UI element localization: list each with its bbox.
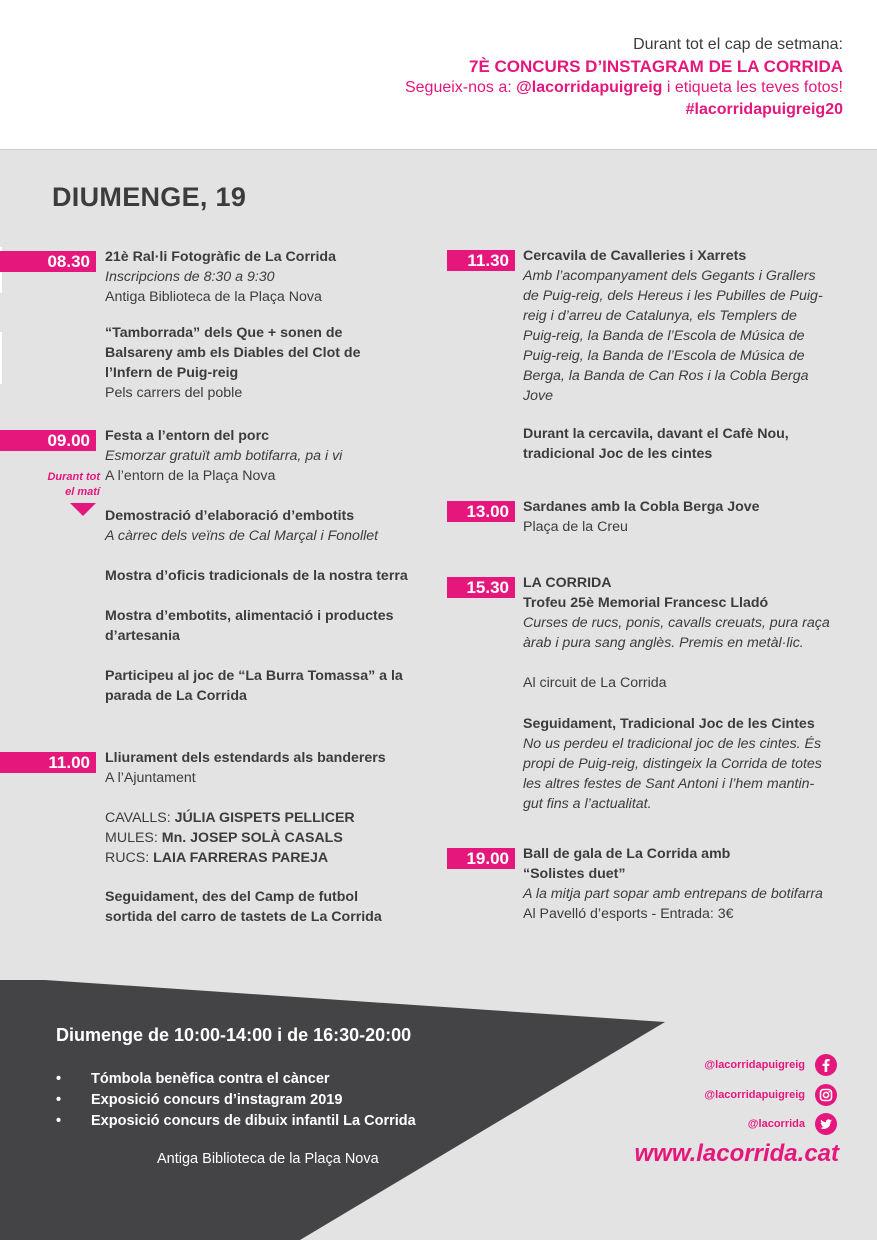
event-rally-fotografic: [105, 247, 435, 307]
event-title: Participeu al joc de “La Burra Tomassa” a la parada de La Corrida: [105, 668, 403, 704]
event-cercavila: [523, 246, 853, 406]
event-note: Esmorzar gratuït amb botifarra, pa i vi: [105, 448, 343, 464]
twitter-handle[interactable]: @lacorrida: [747, 1118, 805, 1130]
banner-hashtag[interactable]: #lacorridapuigreig20: [685, 101, 843, 118]
event-title: Mostra d’oficis tradicionals de la nostra terra: [105, 568, 408, 584]
event-title: Demostració d’elaboració d’embotits: [105, 508, 355, 524]
event-place: A l’Ajuntament: [105, 770, 196, 786]
event-title: Ball de gala de La Corrida amb “Solistes duet”: [523, 846, 731, 882]
event-joc-cintes: [523, 714, 853, 814]
time-badge-1530: 15.30: [447, 577, 515, 598]
event-note: Amb l’acompanyament dels Gegants i Grallers de Puig-reig, dels Hereus i les Pubilles de Puig- reig i d’arreu de Catalunya, els Templers de Puig-reig, la Banda de l’Escola de Música de Puig-reig, la Banda de l’Escola de Música de Berga, la Banda de Can Ros i la Cobla Berga Jove: [523, 268, 823, 404]
event-carro-tastets: [105, 887, 435, 927]
banner-follow-prefix: Segueix-nos a:: [404, 79, 517, 96]
down-triangle-icon: [70, 503, 96, 516]
event-joc-cintes-cafe: [523, 424, 853, 464]
instagram-handle[interactable]: @lacorridapuigreig: [704, 1089, 805, 1101]
list-item-label: Tómbola benèfica contra el càncer: [91, 1071, 330, 1087]
banderer-mules: [105, 828, 435, 848]
day-title: DIUMENGE, 19: [52, 182, 247, 212]
event-note: No us perdeu el tradicional joc de les cintes. És propi de Puig-reig, distingeix la Corrida de totes les altres festes de Sant Antoni i l’hem mantin- gut fins a l’actualitat.: [523, 736, 822, 812]
banderer-name: JÚLIA GISPETS PELLICER: [174, 810, 355, 826]
event-note: A la mitja part sopar amb entrepans de botifarra: [523, 886, 823, 902]
event-title: Festa a l’entorn del porc: [105, 428, 269, 444]
event-place: Pels carrers del poble: [105, 385, 243, 401]
banderer-label: RUCS:: [105, 850, 154, 866]
twitter-icon[interactable]: [815, 1113, 837, 1135]
banner-contest-title: 7È CONCURS D’INSTAGRAM DE LA CORRIDA: [468, 57, 843, 76]
bullet-icon: •: [56, 1092, 62, 1108]
event-title: 21è Ral·li Fotogràfic de La Corrida: [105, 249, 336, 265]
banderer-name: Mn. JOSEP SOLÀ CASALS: [161, 830, 343, 846]
event-place: Plaça de la Creu: [523, 519, 628, 535]
instagram-icon[interactable]: [815, 1084, 837, 1106]
event-title: Cercavila de Cavalleries i Xarrets: [523, 248, 747, 264]
event-la-corrida: [523, 573, 853, 693]
bottom-schedule-title: Diumenge de 10:00-14:00 i de 16:30-20:00: [56, 1025, 412, 1045]
time-badge-1100: 11.00: [0, 752, 96, 773]
event-title: Sardanes amb la Cobla Berga Jove: [523, 499, 760, 515]
event-place: A l’entorn de la Plaça Nova: [105, 468, 276, 484]
banner-weekend-note: Durant tot el cap de setmana:: [633, 36, 843, 53]
event-title: Durant la cercavila, davant el Cafè Nou, tradicional Joc de les cintes: [523, 426, 789, 462]
event-note: A càrrec dels veïns de Cal Marçal i Fonollet: [105, 528, 379, 544]
event-ball-gala: [523, 844, 863, 924]
event-tamborrada: [105, 323, 435, 403]
event-burra-tomassa: [105, 666, 435, 706]
banner-follow-line: [405, 79, 843, 97]
banner-follow-suffix: i etiqueta les teves fotos!: [662, 79, 843, 96]
bottom-activities-list: [56, 1069, 416, 1132]
event-mostra-oficis: [105, 566, 445, 586]
time-badge-1130: 11.30: [447, 250, 515, 271]
bullet-icon: •: [56, 1071, 62, 1087]
facebook-icon[interactable]: [815, 1054, 837, 1076]
banderer-name: LAIA FARRERAS PAREJA: [153, 850, 329, 866]
list-item: [56, 1069, 416, 1090]
event-note: Curses de rucs, ponis, cavalls creuats, pura raça àrab i pura sang anglès. Premis en metàl·lic.: [523, 615, 830, 651]
list-item: [56, 1111, 416, 1132]
event-mostra-embotits: [105, 606, 435, 646]
event-demostracio-embotits: [105, 506, 435, 546]
banderer-rucs: [105, 848, 435, 868]
list-item-label: Exposició concurs d’instagram 2019: [91, 1092, 343, 1108]
banderer-cavalls: [105, 808, 435, 828]
event-title: “Tamborrada” dels Que + sonen de Balsareny amb els Diables del Clot de l’Infern de Puig-reig: [105, 325, 361, 381]
event-estendards: [105, 748, 435, 788]
banderers-list: [105, 808, 435, 868]
time-badge-0900: 09.00: [0, 430, 96, 451]
event-place: Antiga Biblioteca de la Plaça Nova: [105, 289, 322, 305]
event-place: Al circuit de La Corrida: [523, 675, 667, 691]
list-item-label: Exposició concurs de dibuix infantil La Corrida: [91, 1113, 416, 1129]
banderer-label: CAVALLS:: [105, 810, 175, 826]
event-title: Seguidament, Tradicional Joc de les Cintes: [523, 716, 815, 732]
left-edge-bar: [0, 332, 2, 384]
during-morning-note: Durant tot el matí: [47, 471, 100, 498]
bottom-location: Antiga Biblioteca de la Plaça Nova: [157, 1151, 379, 1167]
event-sardanes: [523, 497, 853, 537]
banderer-label: MULES:: [105, 830, 162, 846]
event-title: Mostra d’embotits, alimentació i productes d’artesania: [105, 608, 394, 644]
time-badge-1300: 13.00: [447, 501, 515, 522]
time-badge-0830: 08.30: [0, 251, 96, 272]
event-place: Al Pavelló d’esports - Entrada: 3€: [523, 906, 734, 922]
event-title: Lliurament dels estendards als banderers: [105, 750, 386, 766]
event-title: Seguidament, des del Camp de futbol sortida del carro de tastets de La Corrida: [105, 889, 382, 925]
banner-instagram-handle[interactable]: @lacorridapuigreig: [516, 79, 663, 96]
website-link[interactable]: www.lacorrida.cat: [634, 1140, 839, 1167]
bullet-icon: •: [56, 1113, 62, 1129]
time-badge-1900: 19.00: [447, 848, 515, 869]
event-festa-porc: [105, 426, 435, 486]
facebook-handle[interactable]: @lacorridapuigreig: [704, 1059, 805, 1071]
instagram-contest-banner: [0, 0, 877, 150]
event-title: LA CORRIDA Trofeu 25è Memorial Francesc Lladó: [523, 575, 769, 611]
list-item: [56, 1090, 416, 1111]
event-note: Inscripcions de 8:30 a 9:30: [105, 269, 275, 285]
